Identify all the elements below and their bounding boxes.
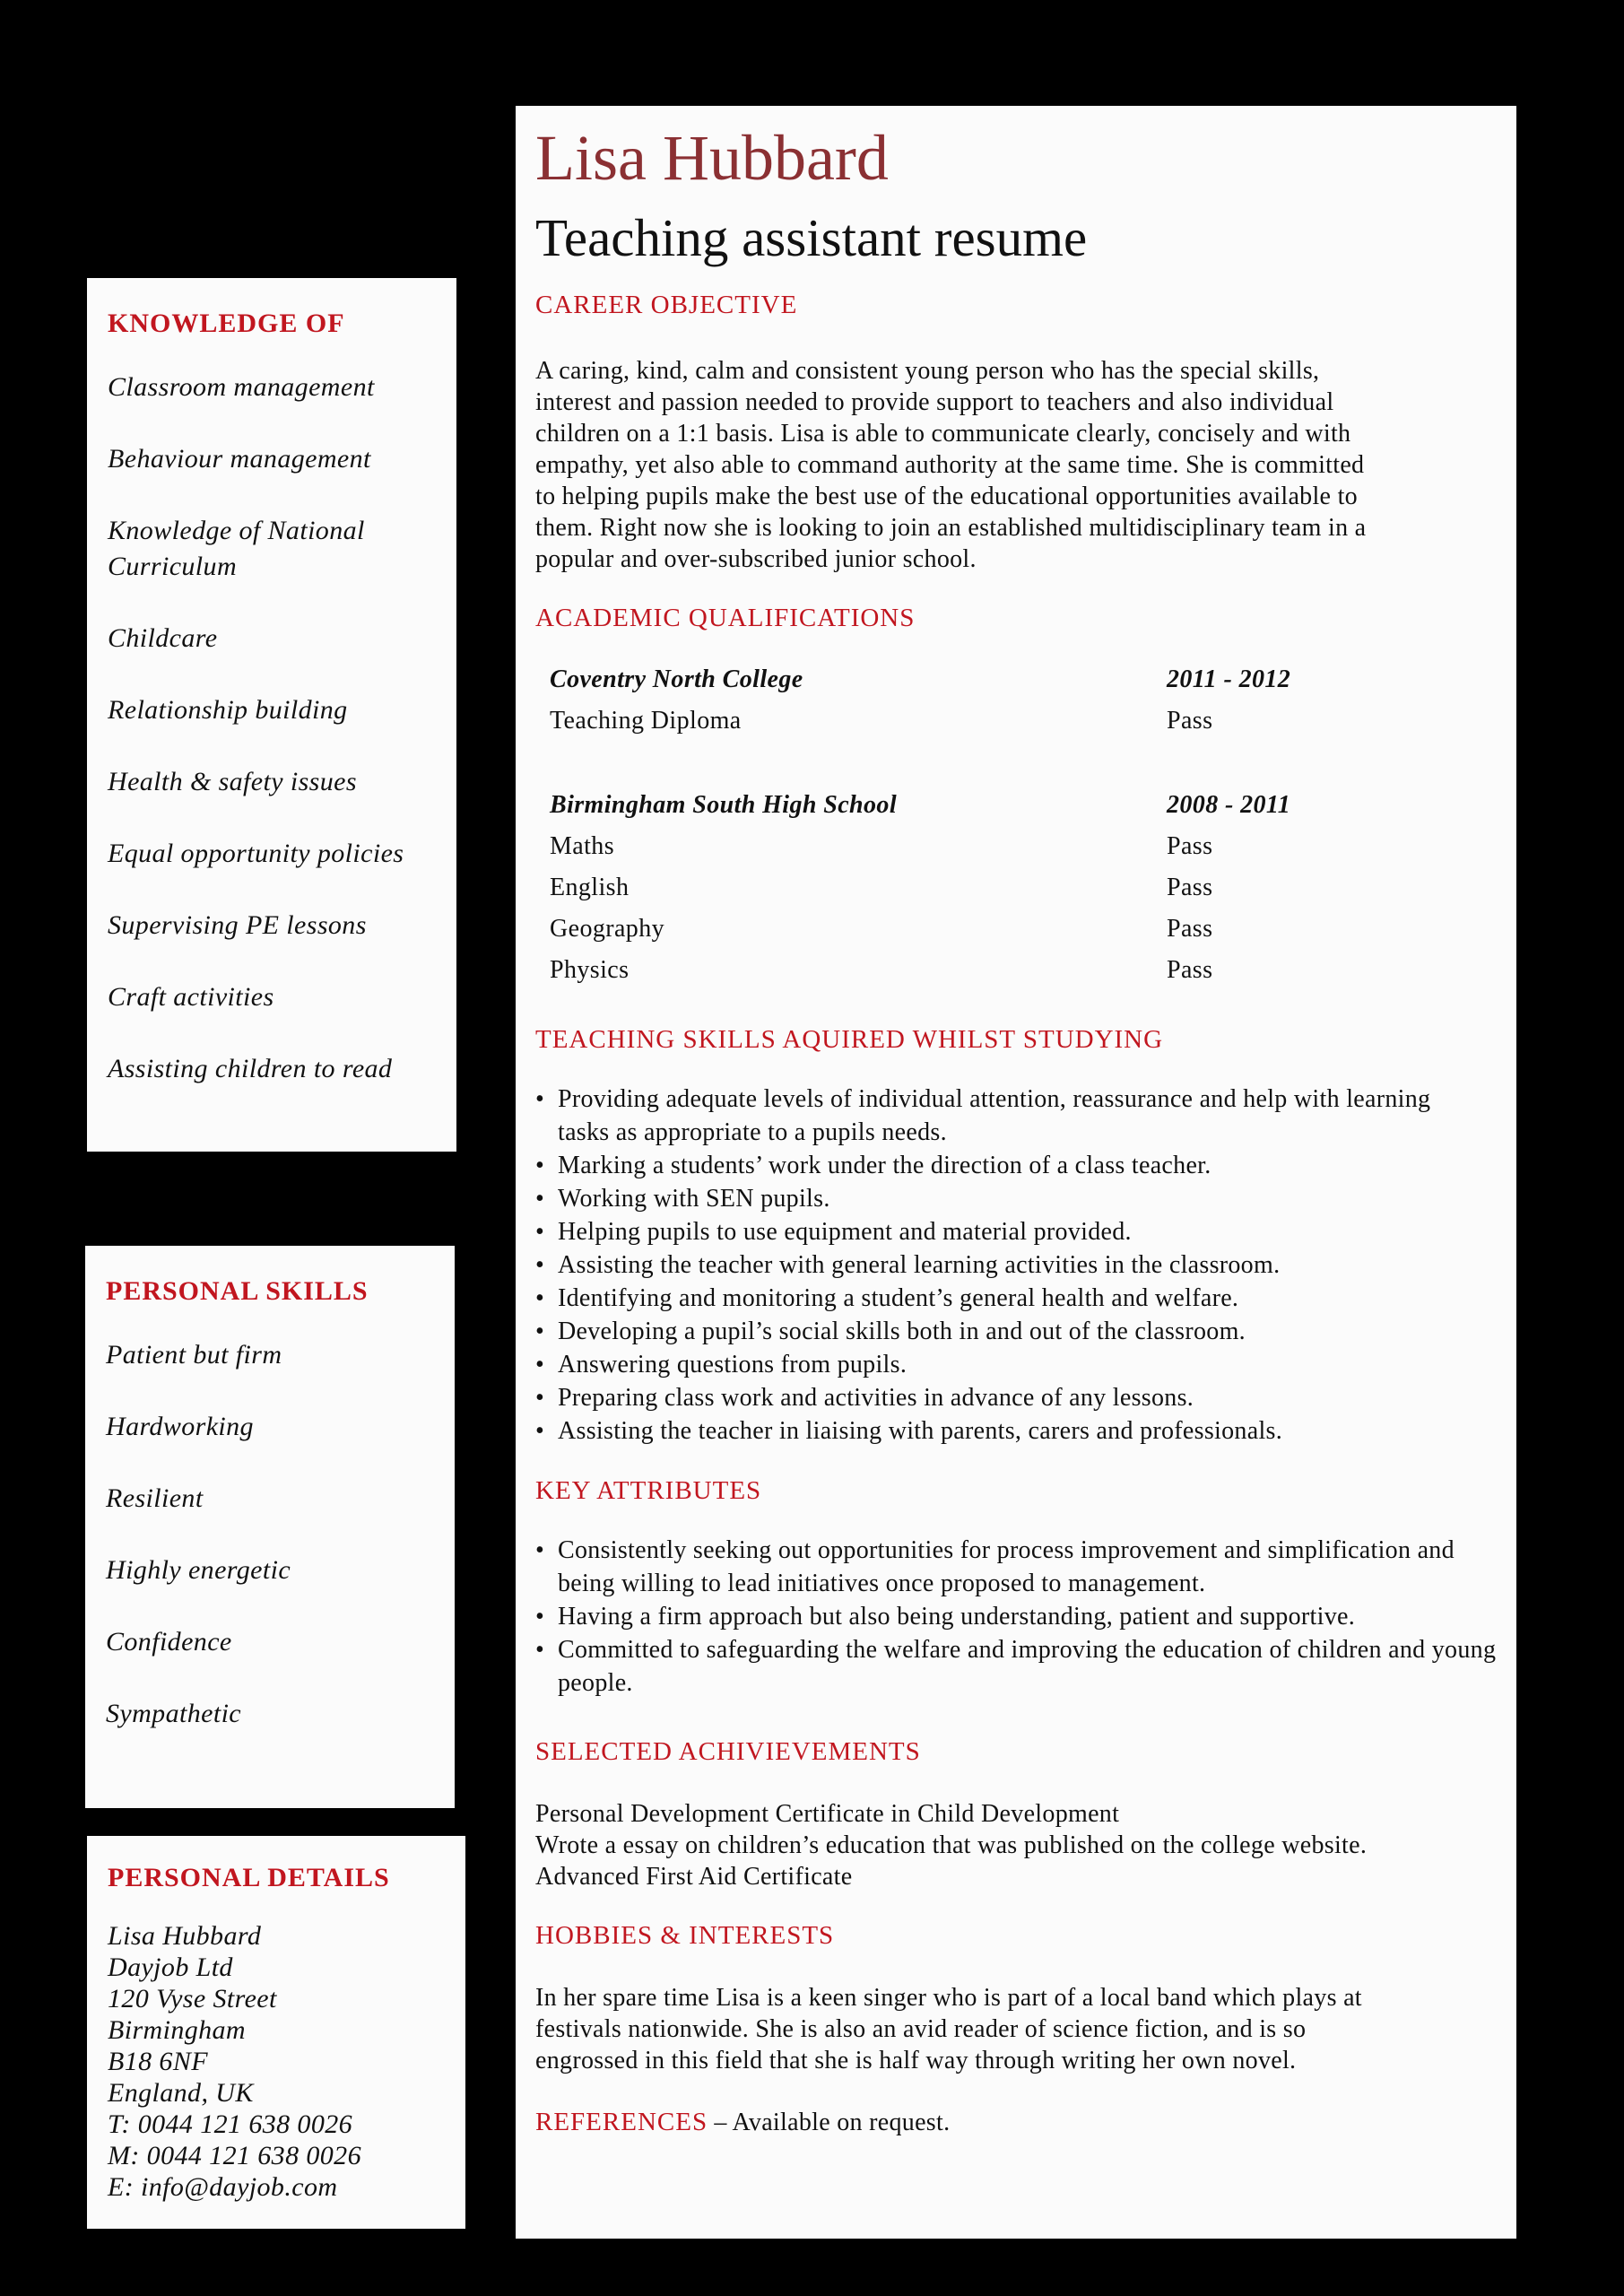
list-item: • Working with SEN pupils. — [535, 1182, 1497, 1215]
knowledge-item: Relationship building — [108, 695, 348, 725]
list-item: • Answering questions from pupils. — [535, 1348, 1497, 1381]
list-item: • Committed to safeguarding the welfare and improving the education of children and young people. — [535, 1633, 1508, 1700]
list-item: • Identifying and monitoring a student’s general health and welfare. — [535, 1282, 1497, 1315]
objective-line: empathy, yet also able to command authority at the same time. She is committed — [535, 451, 1365, 479]
hobbies-text — [535, 1982, 1497, 2076]
skill-item: Hardworking — [106, 1412, 254, 1441]
detail-email: E: info@dayjob.com — [108, 2172, 338, 2202]
skill-item: Patient but firm — [106, 1340, 282, 1370]
knowledge-item: Knowledge of National Curriculum — [108, 516, 365, 581]
knowledge-heading: KNOWLEDGE OF — [108, 309, 345, 338]
references-line — [535, 2107, 1497, 2138]
result-cell: Pass — [1167, 956, 1213, 984]
detail-company: Dayjob Ltd — [108, 1952, 233, 1982]
personal-details-heading: PERSONAL DETAILS — [108, 1863, 390, 1892]
references-heading: REFERENCES — [535, 2108, 708, 2136]
achievement-item: Personal Development Certificate in Child Development — [535, 1800, 1120, 1828]
career-objective-text — [535, 355, 1497, 575]
list-item: • Assisting the teacher in liaising with parents, carers and professionals. — [535, 1414, 1497, 1448]
objective-line: to helping pupils make the best use of the educational opportunities available to — [535, 483, 1358, 510]
table-row — [550, 826, 1290, 867]
key-attributes-heading: KEY ATTRIBUTES — [535, 1476, 762, 1505]
references-text: – Available on request. — [714, 2109, 951, 2136]
table-row — [550, 909, 1290, 950]
table-row — [550, 659, 1290, 700]
school-years: 2008 - 2011 — [1167, 791, 1291, 819]
table-row — [550, 950, 1290, 991]
personal-skills-heading: PERSONAL SKILLS — [106, 1276, 369, 1306]
objective-line: interest and passion needed to provide support to teachers and also individual — [535, 388, 1334, 416]
career-objective-heading: CAREER OBJECTIVE — [535, 291, 798, 319]
knowledge-item: Craft activities — [108, 982, 274, 1012]
objective-line: them. Right now she is looking to join an established multidisciplinary team in a — [535, 514, 1367, 542]
subject-cell: Teaching Diploma — [550, 707, 742, 735]
detail-telephone: T: 0044 121 638 0026 — [108, 2109, 353, 2139]
school-years: 2011 - 2012 — [1167, 665, 1291, 693]
result-cell: Pass — [1167, 707, 1213, 735]
list-item: • Marking a students’ work under the direction of a class teacher. — [535, 1149, 1497, 1182]
subject-cell: Physics — [550, 956, 630, 984]
key-attributes-list — [535, 1534, 1497, 1700]
detail-postcode: B18 6NF — [108, 2047, 208, 2076]
achievements-heading: SELECTED ACHIVIEVEMENTS — [535, 1737, 921, 1766]
objective-line: popular and over-subscribed junior school. — [535, 545, 977, 573]
table-spacer — [550, 742, 1290, 785]
candidate-name: Lisa Hubbard — [535, 122, 889, 194]
subject-cell: English — [550, 874, 630, 901]
personal-skills-panel — [85, 1246, 455, 1808]
achievement-item: Wrote a essay on children’s education that was published on the college website. — [535, 1831, 1368, 1859]
detail-street: 120 Vyse Street — [108, 1984, 277, 2013]
list-item: • Providing adequate levels of individual attention, reassurance and help with learning tasks as appropriate to a pupils needs. — [535, 1083, 1463, 1149]
table-row — [550, 867, 1290, 909]
teaching-skills-list — [535, 1083, 1497, 1448]
main-resume-panel — [516, 106, 1516, 2239]
skill-item: Sympathetic — [106, 1699, 242, 1728]
hobbies-heading: HOBBIES & INTERESTS — [535, 1921, 835, 1950]
knowledge-item: Health & safety issues — [108, 767, 357, 796]
result-cell: Pass — [1167, 915, 1213, 943]
school-name: Coventry North College — [550, 665, 803, 693]
qualifications-table — [550, 659, 1290, 991]
skill-item: Highly energetic — [106, 1555, 291, 1585]
list-item: • Having a firm approach but also being understanding, patient and supportive. — [535, 1600, 1497, 1633]
subject-cell: Maths — [550, 832, 614, 860]
knowledge-item: Equal opportunity policies — [108, 839, 404, 868]
list-item: • Assisting the teacher with general learning activities in the classroom. — [535, 1248, 1497, 1282]
academic-qualifications-heading: ACADEMIC QUALIFICATIONS — [535, 604, 916, 632]
hobbies-line: festivals nationwide. She is also an avid reader of science fiction, and is so — [535, 2015, 1307, 2043]
hobbies-line: In her spare time Lisa is a keen singer who is part of a local band which plays at — [535, 1984, 1362, 2012]
skill-item: Confidence — [106, 1627, 232, 1657]
table-row — [550, 785, 1290, 826]
skill-item: Resilient — [106, 1483, 204, 1513]
list-item: • Developing a pupil’s social skills both in and out of the classroom. — [535, 1315, 1497, 1348]
school-name: Birmingham South High School — [550, 791, 898, 819]
achievement-item: Advanced First Aid Certificate — [535, 1863, 853, 1891]
knowledge-item: Assisting children to read — [108, 1054, 393, 1083]
detail-mobile: M: 0044 121 638 0026 — [108, 2141, 361, 2170]
achievements-list — [535, 1798, 1497, 1892]
list-item: • Consistently seeking out opportunities for process improvement and simplification and being willing to lead initiatives once proposed to management. — [535, 1534, 1508, 1600]
subject-cell: Geography — [550, 915, 665, 943]
knowledge-item: Childcare — [108, 623, 218, 653]
list-item: • Preparing class work and activities in advance of any lessons. — [535, 1381, 1497, 1414]
detail-name: Lisa Hubbard — [108, 1921, 262, 1951]
result-cell: Pass — [1167, 874, 1213, 901]
personal-details-panel — [87, 1836, 465, 2229]
hobbies-line: engrossed in this field that she is half way through writing her own novel. — [535, 2047, 1297, 2074]
knowledge-item: Classroom management — [108, 372, 375, 402]
teaching-skills-heading: TEACHING SKILLS AQUIRED WHILST STUDYING — [535, 1025, 1164, 1054]
detail-country: England, UK — [108, 2078, 254, 2108]
table-row — [550, 700, 1290, 742]
resume-title: Teaching assistant resume — [535, 208, 1088, 267]
objective-line: children on a 1:1 basis. Lisa is able to communicate clearly, concisely and with — [535, 420, 1351, 448]
list-item: • Helping pupils to use equipment and material provided. — [535, 1215, 1497, 1248]
knowledge-item: Behaviour management — [108, 444, 371, 474]
detail-city: Birmingham — [108, 2015, 246, 2045]
objective-line: A caring, kind, calm and consistent young person who has the special skills, — [535, 357, 1320, 385]
knowledge-panel — [87, 278, 456, 1152]
knowledge-item: Supervising PE lessons — [108, 910, 367, 940]
result-cell: Pass — [1167, 832, 1213, 860]
